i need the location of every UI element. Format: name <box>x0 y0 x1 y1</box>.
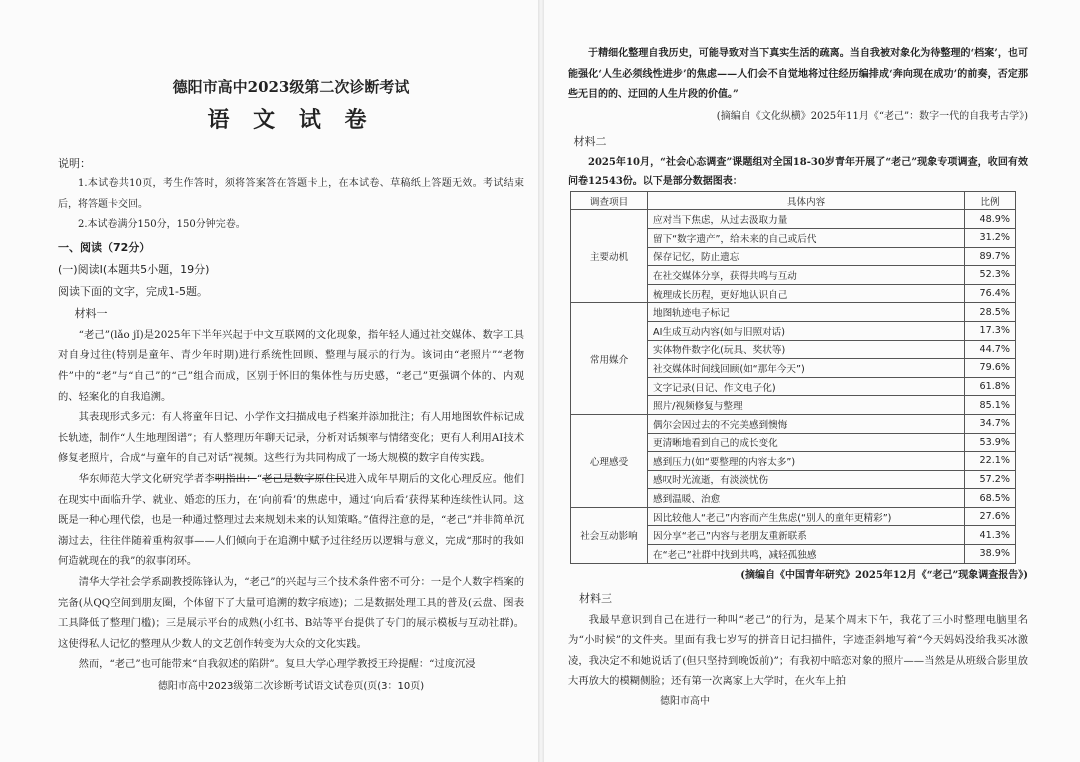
content-cell: 在“老己”社群中找到共鸣，减轻孤独感 <box>648 545 965 564</box>
percent-cell: 41.3% <box>965 526 1016 545</box>
category-cell: 社会互动影响 <box>571 507 648 563</box>
percent-cell: 52.3% <box>965 266 1016 285</box>
material-1-para-2: 其表现形式多元：有人将童年日记、小学作文扫描成电子档案并添加批注；有人用地图软件标记成长轨迹，制作“人生地理图谱”；有人整理历年聊天记录，分析对话频率与情绪变化；更有人利用AI技术修复老照片，合成“与童年的自己对话”视频。这些行为共同构成了一场大规模的数字自传实践。 <box>58 411 524 465</box>
left-page <box>58 0 524 692</box>
category-cell: 主要动机 <box>571 210 648 303</box>
material-3-label: 材料三 <box>579 591 612 605</box>
subject-title: 语 文 试 卷 <box>207 108 375 133</box>
category-cell: 心理感受 <box>571 414 648 507</box>
percent-cell: 17.3% <box>965 321 1016 340</box>
content-cell: 应对当下焦虑，从过去汲取力量 <box>648 210 965 229</box>
percent-cell: 61.8% <box>965 377 1016 396</box>
instruction-2: 2.本试卷满分150分，150分钟完卷。 <box>78 219 246 231</box>
subsection-heading: (一)阅读Ⅰ(本题共5小题，19分) <box>58 262 210 276</box>
para-3-text-b: “ <box>256 472 263 485</box>
source-citation-1: (摘编自《文化纵横》2025年11月《“老己”：数字一代的自我考古学》) <box>716 110 1028 122</box>
exam-title: 德阳市高中2023级第二次诊断考试 <box>172 78 410 96</box>
content-cell: AI生成互动内容(如与旧照对话) <box>648 321 965 340</box>
content-cell: 感到温暖、治愈 <box>648 489 965 508</box>
content-cell: 因分享“老己”内容与老朋友重新联系 <box>648 526 965 545</box>
content-cell: 留下“数字遗产”，给未来的自己或后代 <box>648 228 965 247</box>
percent-cell: 57.2% <box>965 470 1016 489</box>
survey-table-body <box>571 210 1016 563</box>
content-cell: 地图轨迹电子标记 <box>648 303 965 322</box>
content-cell: 偶尔会因过去的不完美感到懊悔 <box>648 414 965 433</box>
header-percent: 比例 <box>965 191 1016 210</box>
table-header-row <box>571 191 1016 210</box>
content-cell: 梳理成长历程，更好地认识自己 <box>648 284 965 303</box>
percent-cell: 76.4% <box>965 284 1016 303</box>
material-1-continued: 于精细化整理自我历史，可能导致对当下真实生活的疏离。当自我被对象化为待整理的‘档案’，也可能强化‘人生必须线性进步’的焦虑——人们会不自觉地将过往经历编排成‘奔向现在成功’的前奏，否定那些无目的的、迂回的人生片段的价值。” <box>568 48 1028 101</box>
page-fold <box>538 0 544 762</box>
content-cell: 感到压力(如“要整理的内容太多”) <box>648 452 965 471</box>
material-1-para-1: “老己”(lǎo jǐ)是2025年下半年兴起于中文互联网的文化现象，指年轻人通过社交媒体、数字工具对自身过往(特别是童年、青少年时期)进行系统性回顾、整理与展示的行为。该词由“老照片”“老物件”中的“老”与“自己”的“己”组合而成，区别于怀旧的集体性与历史感，“老己”更强调个体的、内观的、轻案化的自我追溯。 <box>58 328 524 403</box>
content-cell: 在社交媒体分享，获得共鸣与互动 <box>648 266 965 285</box>
percent-cell: 53.9% <box>965 433 1016 452</box>
content-cell: 照片/视频修复与整理 <box>648 396 965 415</box>
percent-cell: 48.9% <box>965 210 1016 229</box>
percent-cell: 38.9% <box>965 545 1016 564</box>
percent-cell: 31.2% <box>965 228 1016 247</box>
percent-cell: 22.1% <box>965 452 1016 471</box>
reading-prompt: 阅读下面的文字，完成1-5题。 <box>58 284 208 298</box>
instruction-1: 1.本试卷共10页，考生作答时，须将答案答在答题卡上，在本试卷、草稿纸上答题无效。考试结束后，将答题卡交回。 <box>58 178 524 210</box>
para-3-text-a: 华东师范大学文化研究学者李 <box>78 472 215 485</box>
percent-cell: 34.7% <box>965 414 1016 433</box>
content-cell: 保存记忆，防止遗忘 <box>648 247 965 266</box>
struck-text-2: 老己是数字原住民 <box>262 472 347 485</box>
table-row <box>571 414 1016 433</box>
right-footer: 德阳市高中 <box>660 696 710 708</box>
instructions-label: 说明： <box>58 157 91 170</box>
material-1-para-5: 然而，“老己”也可能带来“自我叙述的陷阱”。复旦大学心理学教授王玲提醒：“过度沉浸 <box>78 658 476 671</box>
category-cell: 常用媒介 <box>571 303 648 415</box>
content-cell: 因比较他人“老己”内容而产生焦虑(“别人的童年更精彩”) <box>648 507 965 526</box>
content-cell: 社交媒体时间线回顾(如“那年今天”) <box>648 359 965 378</box>
para-3-text-c: 进入成年早期后的文化心理反应。他们在现实中面临升学、就业、婚恋的压力，在‘向前看’的焦虑中，通过‘向后看’获得某种连续性认同。这既是一种心理代偿，也是一种通过整理过去来规划未来的认知策略。”值得注意的是，“老己”并非简单沉溺过去，往往伴随着重构叙事——人们倾向于在追溯中赋予过往经历以逻辑与意义，完成“那时的我如何造就现在的我”的叙事闭环。 <box>58 472 525 568</box>
content-cell: 实体物件数字化(玩具、奖状等) <box>648 340 965 359</box>
material-1-para-4: 清华大学社会学系副教授陈锋认为，“老己”的兴起与三个技术条件密不可分：一是个人数字档案的完备(从QQ空间到朋友圈，个体留下了大量可追溯的数字痕迹)；二是数据处理工具的普及(云盘、图表工具降低了整理门槛)；三是展示平台的成熟(小红书、B站等平台提供了专门的展示模板与互动社群)。这使得私人记忆的整理从少数人的文艺创作转变为大众的文化实践。 <box>58 575 524 650</box>
percent-cell: 68.5% <box>965 489 1016 508</box>
material-2-label: 材料二 <box>573 134 607 148</box>
material-3-para: 我最早意识到自己在进行一种叫“老己”的行为，是某个周末下午，我花了三小时整理电脑里名为“小时候”的文件夹。里面有我七岁写的拼音日记扫描件，字迹歪斜地写着“今天妈妈没给我买冰激凌，我决定不和她说话了(但只坚持到晚饭前)”；有我初中暗恋对象的照片——当然是从班级合影里放大再放大的模糊侧脸；还有第一次离家上大学时，在火车上拍 <box>568 613 1028 688</box>
content-cell: 感叹时光流逝，有淡淡忧伤 <box>648 470 965 489</box>
material-1-para-3 <box>58 469 524 572</box>
content-cell: 文字记录(日记、作文电子化) <box>648 377 965 396</box>
table-row <box>571 303 1016 322</box>
survey-table <box>570 191 1016 564</box>
percent-cell: 44.7% <box>965 340 1016 359</box>
section-heading: 一、阅读（72分） <box>58 240 151 254</box>
material-1-label: 材料一 <box>74 306 108 320</box>
percent-cell: 27.6% <box>965 507 1016 526</box>
source-citation-2: (摘编自《中国青年研究》2025年12月《“老己”现象调查报告》) <box>740 569 1028 581</box>
content-cell: 更清晰地看到自己的成长变化 <box>648 433 965 452</box>
percent-cell: 85.1% <box>965 396 1016 415</box>
header-content: 具体内容 <box>648 191 965 210</box>
right-page <box>568 0 1028 707</box>
percent-cell: 28.5% <box>965 303 1016 322</box>
table-row <box>571 507 1016 526</box>
left-footer: 德阳市高中2023级第二次诊断考试语文试卷页(页(3：10页) <box>157 680 425 692</box>
struck-text-1: 明指出： <box>214 472 257 485</box>
header-item: 调查项目 <box>571 191 648 210</box>
percent-cell: 89.7% <box>965 247 1016 266</box>
percent-cell: 79.6% <box>965 359 1016 378</box>
survey-intro: 2025年10月，“社会心态调查”课题组对全国18-30岁青年开展了“老己”现象专项调查，收回有效问卷12543份。以下是部分数据图表： <box>568 156 1028 187</box>
table-row <box>571 210 1016 229</box>
